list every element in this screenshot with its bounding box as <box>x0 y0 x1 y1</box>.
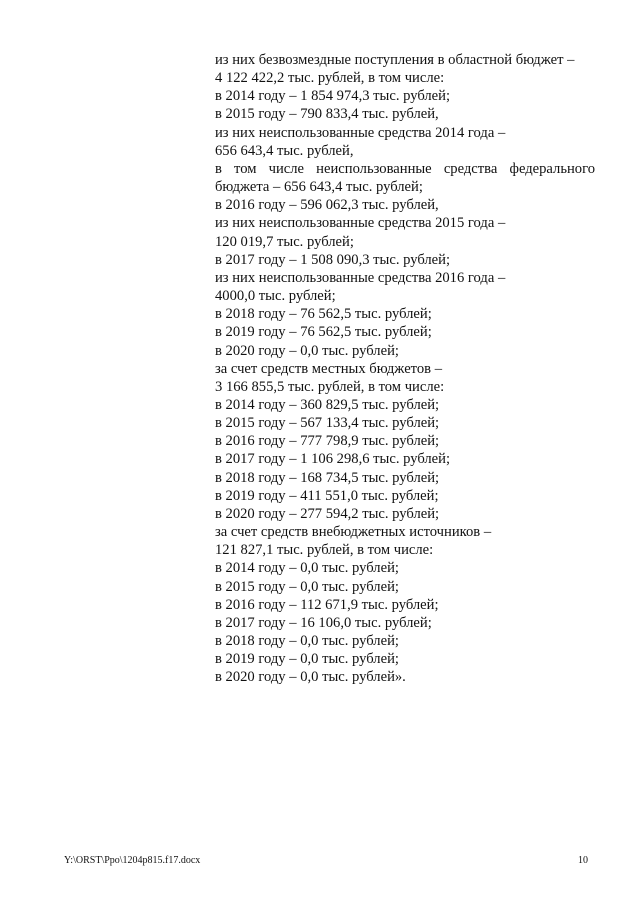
text-line: в 2019 году – 411 551,0 тыс. рублей; <box>215 487 439 504</box>
text-line: в 2014 году – 1 854 974,3 тыс. рублей; <box>215 88 451 105</box>
text-line: в 2014 году – 360 829,5 тыс. рублей; <box>215 396 440 413</box>
document-body-text <box>215 51 595 686</box>
text-line: в 2017 году – 16 106,0 тыс. рублей; <box>215 614 432 631</box>
text-line: бюджета – 656 643,4 тыс. рублей; <box>215 179 423 196</box>
text-line: в 2014 году – 0,0 тыс. рублей; <box>215 560 399 577</box>
footer-page-number: 10 <box>578 855 588 866</box>
text-line: в 2019 году – 76 562,5 тыс. рублей; <box>215 324 432 341</box>
text-line: в 2020 году – 277 594,2 тыс. рублей; <box>215 505 440 522</box>
text-line: в том числе неиспользованные средства федерального <box>215 160 595 177</box>
text-line: в 2018 году – 0,0 тыс. рублей; <box>215 633 399 649</box>
text-line: в 2016 году – 777 798,9 тыс. рублей; <box>215 433 440 450</box>
text-line: в 2020 году – 0,0 тыс. рублей; <box>215 342 399 359</box>
text-line: в 2017 году – 1 508 090,3 тыс. рублей; <box>215 251 451 268</box>
text-line: 656 643,4 тыс. рублей, <box>215 142 354 159</box>
text-line: 120 019,7 тыс. рублей; <box>215 233 354 250</box>
text-line: в 2015 году – 790 833,4 тыс. рублей, <box>215 106 439 123</box>
text-line: 4000,0 тыс. рублей; <box>215 288 336 305</box>
text-line: 121 827,1 тыс. рублей, в том числе: <box>215 542 434 559</box>
text-line: из них неиспользованные средства 2015 года – <box>215 215 506 232</box>
text-line: в 2018 году – 76 562,5 тыс. рублей; <box>215 306 432 323</box>
text-line: в 2016 году – 112 671,9 тыс. рублей; <box>215 596 439 613</box>
text-line: 4 122 422,2 тыс. рублей, в том числе: <box>215 70 445 87</box>
text-line: в 2017 году – 1 106 298,6 тыс. рублей; <box>215 451 451 468</box>
text-line: за счет средств внебюджетных источников – <box>215 524 492 541</box>
text-line: 3 166 855,5 тыс. рублей, в том числе: <box>215 378 445 395</box>
text-line: за счет средств местных бюджетов – <box>215 360 442 377</box>
text-line: из них неиспользованные средства 2014 года – <box>215 124 506 141</box>
text-line: в 2018 году – 168 734,5 тыс. рублей; <box>215 469 440 486</box>
footer-file-path: Y:\ORST\Ppo\1204p815.f17.docx <box>64 855 201 866</box>
text-line: в 2020 году – 0,0 тыс. рублей». <box>215 669 406 686</box>
text-line: в 2016 году – 596 062,3 тыс. рублей, <box>215 197 439 214</box>
text-line: в 2015 году – 0,0 тыс. рублей; <box>215 578 399 595</box>
text-line: в 2015 году – 567 133,4 тыс. рублей; <box>215 415 440 432</box>
text-line: из них неиспользованные средства 2016 года – <box>215 269 506 286</box>
text-line: из них безвозмездные поступления в областной бюджет – <box>215 52 575 68</box>
text-line: в 2019 году – 0,0 тыс. рублей; <box>215 651 399 668</box>
